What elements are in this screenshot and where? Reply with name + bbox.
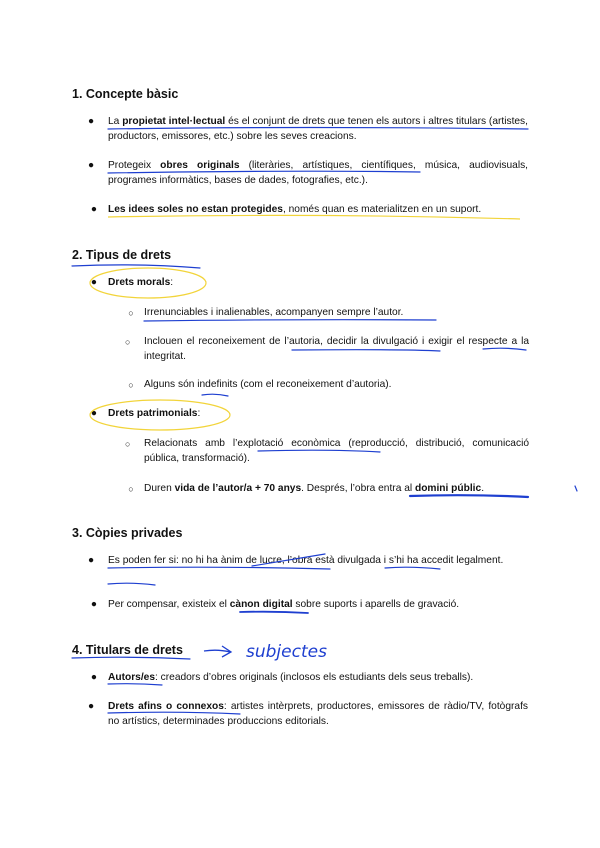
circle-bullet-icon: ○: [128, 484, 134, 494]
text: Es poden fer si: no hi ha ànim de lucre, l’obra està divulgada i s’hi ha accedit legalment.: [108, 555, 504, 566]
bold-text: cànon digital: [229, 599, 293, 610]
section-2-title: 2. Tipus de drets: [72, 248, 172, 262]
list-item: [88, 159, 529, 188]
text: Inclouen el reconeixement de l’autoria, decidir la divulgació i exigir el respecte a la integritat.: [144, 336, 529, 362]
text: (literàries, artístiques, científiques, música, audiovisuals, programes informàtics, bases de dades, fotografies, etc.).: [108, 160, 529, 186]
text: : creadors d’obres originals (inclosos els estudiants dels seus treballs).: [155, 672, 474, 683]
bold-text: vida de l’autor/a + 70 anys: [174, 483, 302, 494]
underline-stroke: [72, 265, 200, 268]
text: Relacionats amb l’explotació econòmica (reproducció, distribució, comunicació pública, transformació).: [144, 438, 529, 464]
bullet-icon: ●: [90, 672, 98, 683]
circle-bullet-icon: ○: [125, 337, 131, 347]
text: Duren: [144, 483, 175, 494]
handwritten-note: [200, 636, 340, 666]
text: . Després, l’obra entra al: [301, 483, 415, 494]
section-1-title: 1. Concepte bàsic: [72, 87, 179, 101]
circle-bullet-icon: ○: [128, 380, 134, 390]
bullet-icon: ●: [88, 555, 95, 566]
list-item: [88, 700, 528, 729]
sub-list-item: [125, 335, 529, 364]
list-item: [90, 276, 528, 291]
text: Protegeix: [108, 160, 161, 171]
list-item: [90, 203, 528, 218]
text: .: [481, 483, 485, 494]
list-item: [90, 407, 528, 422]
sub-list-item: [125, 437, 529, 466]
text: :: [170, 277, 174, 288]
section-3-title: 3. Còpies privades: [72, 526, 183, 540]
list-item: [90, 598, 528, 613]
bold-text: propietat intel·lectual: [122, 116, 226, 127]
bold-text: domini públic: [414, 483, 482, 494]
text: és el conjunt de drets que tenen els autors i altres titulars (artistes, productors, emissores, etc.) sobre les seves creacions.: [108, 116, 528, 142]
bold-text: obres originals: [160, 160, 240, 171]
bold-text: Drets morals: [108, 277, 171, 288]
underline-stroke: [202, 394, 228, 396]
bullet-icon: ●: [88, 160, 95, 171]
text: Alguns són indefinits (com el reconeixement d’autoria).: [144, 379, 392, 390]
circle-bullet-icon: ○: [125, 439, 131, 449]
text: sobre suports i aparells de gravació.: [292, 599, 460, 610]
sub-list-item: [128, 378, 529, 393]
tick-mark: [575, 486, 577, 491]
bullet-icon: ●: [88, 116, 95, 127]
circle-bullet-icon: ○: [128, 308, 134, 318]
section-4-title: 4. Titulars de drets: [72, 643, 183, 657]
underline-stroke: [72, 657, 190, 659]
text: : artistes intèrprets, productores, emissores de ràdio/TV, fotògrafs no artístics, determinades produccions editorials.: [108, 701, 528, 727]
sub-list-item: [128, 306, 529, 321]
bold-text: Les idees soles no estan protegides: [108, 204, 283, 215]
underline-stroke: [108, 583, 155, 585]
list-item: [88, 554, 528, 569]
bullet-icon: ●: [90, 408, 98, 419]
sub-list-item: [128, 482, 529, 497]
list-item: [90, 671, 528, 686]
bold-text: Autors/es: [108, 672, 155, 683]
bullet-icon: ●: [90, 277, 98, 288]
text: La: [108, 116, 123, 127]
bullet-icon: ●: [90, 204, 98, 215]
list-item: [88, 115, 528, 144]
bullet-icon: ●: [90, 599, 98, 610]
handwritten-word: subjectes: [246, 642, 327, 662]
bold-text: Drets patrimonials: [108, 408, 198, 419]
text: , només quan es materialitzen en un suport.: [282, 204, 482, 215]
bullet-icon: ●: [88, 701, 95, 712]
text: :: [197, 408, 201, 419]
bold-text: Drets afins o connexos: [108, 701, 224, 712]
text: Per compensar, existeix el: [108, 599, 230, 610]
text: Irrenunciables i inalienables, acompanyen sempre l’autor.: [144, 307, 404, 318]
